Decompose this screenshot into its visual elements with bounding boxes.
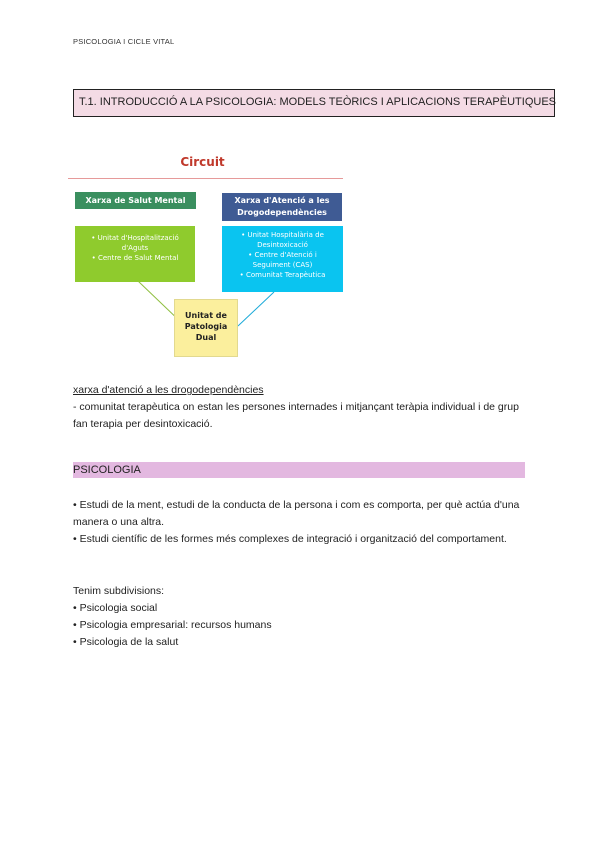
subdivisions-title: Tenim subdivisions:: [73, 585, 165, 597]
therapeutic-community-paragraph: - comunitat terapèutica on estan les persones internades i mitjançant teràpia individual i de grup fan terapia per desintoxicació.: [73, 401, 519, 430]
dual-unit-line1: Unitat de: [185, 311, 227, 320]
drug-care-units-box: [222, 226, 343, 292]
dual-pathology-unit-box: [174, 299, 238, 357]
definition-bullet: • Estudi científic de les formes més complexes de integració i organització del comportament.: [73, 533, 507, 545]
section-title-psicologia: PSICOLOGIA: [73, 462, 525, 478]
dual-unit-line3: Dual: [195, 333, 217, 342]
drug-care-item: Seguiment (CAS): [252, 261, 313, 269]
subdivision-item: • Psicologia de la salut: [73, 636, 179, 648]
psychology-definitions: [73, 497, 533, 548]
drug-care-item: • Comunitat Terapèutica: [239, 271, 326, 279]
mental-health-network-header: Xarxa de Salut Mental: [75, 192, 196, 209]
right-connector: [238, 292, 274, 326]
subdivision-item: • Psicologia empresarial: recursos humans: [73, 619, 272, 631]
page-title: T.1. INTRODUCCIÓ A LA PSICOLOGIA: MODELS TEÒRICS I APLICACIONS TERAPÈUTIQUES: [73, 89, 555, 117]
drug-care-item: • Unitat Hospitalària de: [241, 231, 324, 239]
circuit-diagram: [60, 150, 360, 365]
drug-care-header-line1: Xarxa d'Atenció a les: [234, 196, 330, 205]
subdivisions-list: [73, 600, 272, 651]
mental-health-item: • Unitat d'Hospitalització: [91, 234, 179, 242]
subdivision-item: • Psicologia social: [73, 602, 158, 614]
mental-health-item: d'Aguts: [121, 244, 149, 252]
drug-care-header-line2: Drogodependències: [237, 208, 327, 217]
running-header: PSICOLOGIA I CICLE VITAL: [73, 37, 175, 46]
drug-care-subheading: xarxa d'atenció a les drogodependències: [73, 384, 264, 396]
drug-care-item: Desintoxicació: [257, 241, 308, 249]
drug-care-network-header: [222, 193, 342, 221]
mental-health-item: • Centre de Salut Mental: [91, 254, 179, 262]
drug-care-item: • Centre d'Atenció i: [248, 251, 317, 259]
mental-health-units-box: [75, 226, 195, 282]
dual-unit-line2: Patologia: [184, 322, 228, 331]
definition-bullet: • Estudi de la ment, estudi de la conducta de la persona i com es comporta, per què actúa d'una manera o una altra.: [73, 499, 520, 528]
diagram-title: Circuit: [180, 155, 225, 169]
